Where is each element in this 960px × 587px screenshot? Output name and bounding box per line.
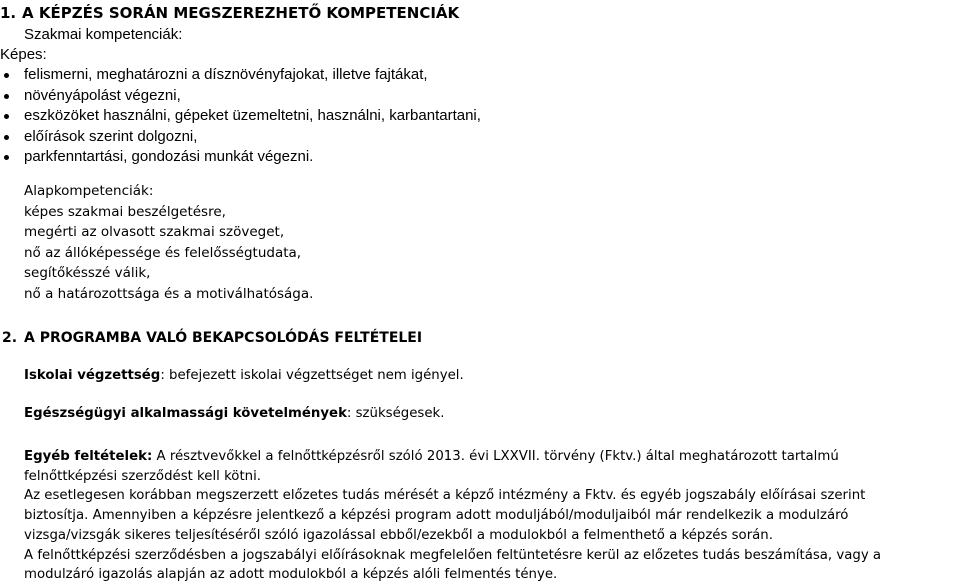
egyeb-line: felnőttképzési szerződést kell kötni.	[24, 468, 262, 484]
iskolai-label: Iskolai végzettség	[24, 368, 161, 383]
bullet-icon	[4, 73, 9, 78]
egyeb-line: A felnőttképzési szerződésben a jogszabályi előírásoknak megfelelően feltüntetésre kerül az előzetes tudás beszámítása, vagy a	[24, 547, 882, 563]
bullet-icon	[4, 135, 9, 140]
egyeb-label: Egyéb feltételek:	[24, 449, 153, 464]
section-2-number: 2.	[2, 330, 18, 346]
list-item: eszközöket használni, gépeket üzemeltetni, használni, karbantartani,	[0, 106, 481, 127]
alap-line: segítőkésszé válik,	[24, 265, 151, 282]
egyeb-line: modulzáró igazolás alapján az adott modulokból a képzés alóli felmentés ténye.	[24, 567, 558, 583]
egeszseg-label: Egészségügyi alkalmassági követelmények	[24, 406, 347, 421]
kepes-label: Képes:	[0, 46, 47, 63]
alap-label: Alapkompetenciák:	[24, 183, 154, 199]
section-2-title: A PROGRAMBA VALÓ BEKAPCSOLÓDÁS FELTÉTELEI	[24, 330, 423, 346]
section-1-title: A KÉPZÉS SORÁN MEGSZEREZHETŐ KOMPETENCIÁK	[22, 4, 460, 22]
szakmai-label: Szakmai kompetenciák:	[24, 26, 183, 43]
bullet-icon	[4, 155, 9, 160]
egyeb-line: vizsga/vizsgák sikeres teljesítéséről szóló igazolással ebből/ezekből a modulokból a felmenthető a képzés során.	[24, 527, 773, 543]
egeszseg-paragraph	[24, 404, 444, 424]
alap-line: nő az állóképessége és felelősségtudata,	[24, 244, 302, 261]
egyeb-paragraph	[24, 447, 881, 585]
egyeb-line: Az esetlegesen korábban megszerzett előzetes tudás mérését a képző intézmény a Fktv. és egyéb jogszabály előírásai szerint	[24, 488, 866, 504]
alap-line: megérti az olvasott szakmai szöveget,	[24, 224, 285, 241]
list-item: felismerni, meghatározni a dísznövényfajokat, illetve fajtákat,	[0, 65, 481, 86]
list-item: parkfenntartási, gondozási munkát végezni.	[0, 147, 481, 168]
egyeb-line: biztosítja. Amennyiben a képzésre jelentkező a képzési program adott moduljából/moduljaiból már rendelkezik a modulzáró	[24, 508, 849, 524]
iskolai-paragraph	[24, 366, 464, 386]
section-1-heading	[0, 3, 459, 23]
egeszseg-text: : szükségesek.	[346, 406, 445, 421]
bullet-icon	[4, 94, 9, 99]
list-item: növényápolást végezni,	[0, 86, 481, 107]
iskolai-text: : befejezett iskolai végzettséget nem igényel.	[160, 368, 464, 383]
list-item: előírások szerint dolgozni,	[0, 127, 481, 148]
alap-line: képes szakmai beszélgetésre,	[24, 203, 226, 220]
bullet-icon	[4, 114, 9, 119]
egyeb-line: A résztvevőkkel a felnőttképzésről szóló 2013. évi LXXVII. törvény (Fktv.) által meghatározott tartalmú	[152, 449, 839, 464]
section-2-heading	[2, 328, 422, 348]
alap-line: nő a határozottsága és a motiválhatósága.	[24, 285, 314, 302]
alapkompetenciak-block	[24, 181, 313, 305]
competency-list	[0, 65, 481, 168]
section-1-number: 1.	[0, 4, 17, 22]
